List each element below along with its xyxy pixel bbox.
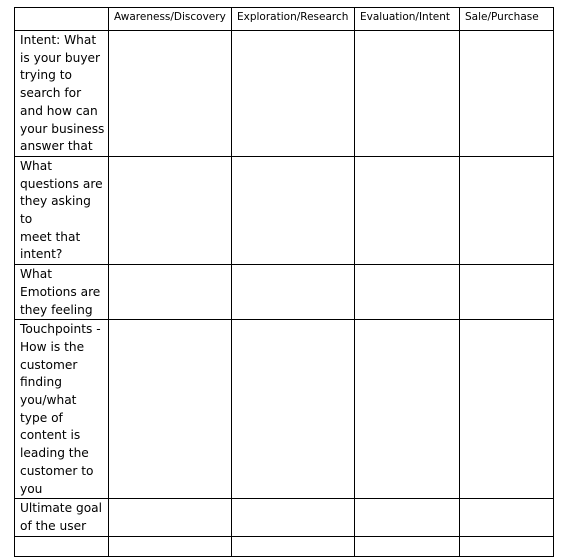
header-stage-awareness: Awareness/Discovery	[109, 8, 232, 31]
table-row	[15, 156, 554, 264]
table-cell[interactable]	[460, 31, 554, 157]
table-cell[interactable]	[460, 156, 554, 264]
table-cell[interactable]	[355, 499, 460, 536]
row-label-emotions	[15, 265, 109, 320]
row-label-text: What questions are they asking to meet that intent?	[20, 158, 103, 262]
table-cell[interactable]	[232, 265, 355, 320]
row-label-text: What Emotions are they feeling	[20, 267, 101, 317]
header-row	[15, 8, 554, 31]
table-cell[interactable]	[460, 536, 554, 556]
row-label-empty	[15, 536, 109, 556]
table-cell[interactable]	[109, 499, 232, 536]
row-label-intent	[15, 31, 109, 157]
table-row	[15, 31, 554, 157]
row-label-ultimate-goal	[15, 499, 109, 536]
header-stage-sale: Sale/Purchase	[460, 8, 554, 31]
table-cell[interactable]	[232, 320, 355, 499]
table-cell[interactable]	[109, 265, 232, 320]
table-cell[interactable]	[355, 536, 460, 556]
table-cell[interactable]	[232, 536, 355, 556]
table-cell[interactable]	[109, 320, 232, 499]
header-stage-exploration: Exploration/Research	[232, 8, 355, 31]
table-row	[15, 536, 554, 556]
table-cell[interactable]	[232, 31, 355, 157]
table-row	[15, 499, 554, 536]
table-cell[interactable]	[109, 31, 232, 157]
row-label-questions	[15, 156, 109, 264]
table-cell[interactable]	[355, 265, 460, 320]
table-cell[interactable]	[355, 320, 460, 499]
table-cell[interactable]	[355, 31, 460, 157]
table-cell[interactable]	[460, 320, 554, 499]
header-stage-evaluation: Evaluation/Intent	[355, 8, 460, 31]
table-cell[interactable]	[355, 156, 460, 264]
row-label-text: Touchpoints - How is the customer finding you/what type of content is leading the customer to you	[20, 322, 101, 496]
table-cell[interactable]	[232, 499, 355, 536]
row-label-touchpoints	[15, 320, 109, 499]
table-cell[interactable]	[109, 156, 232, 264]
table-row	[15, 320, 554, 499]
table-cell[interactable]	[460, 499, 554, 536]
table-cell[interactable]	[232, 156, 355, 264]
table-row	[15, 265, 554, 320]
row-label-text: Ultimate goal of the user	[20, 501, 103, 533]
table-cell[interactable]	[109, 536, 232, 556]
row-label-text: Intent: What is your buyer trying to search for and how can your business answer that	[20, 33, 105, 154]
table-cell[interactable]	[460, 265, 554, 320]
customer-journey-table	[14, 7, 554, 557]
header-corner-cell	[15, 8, 109, 31]
